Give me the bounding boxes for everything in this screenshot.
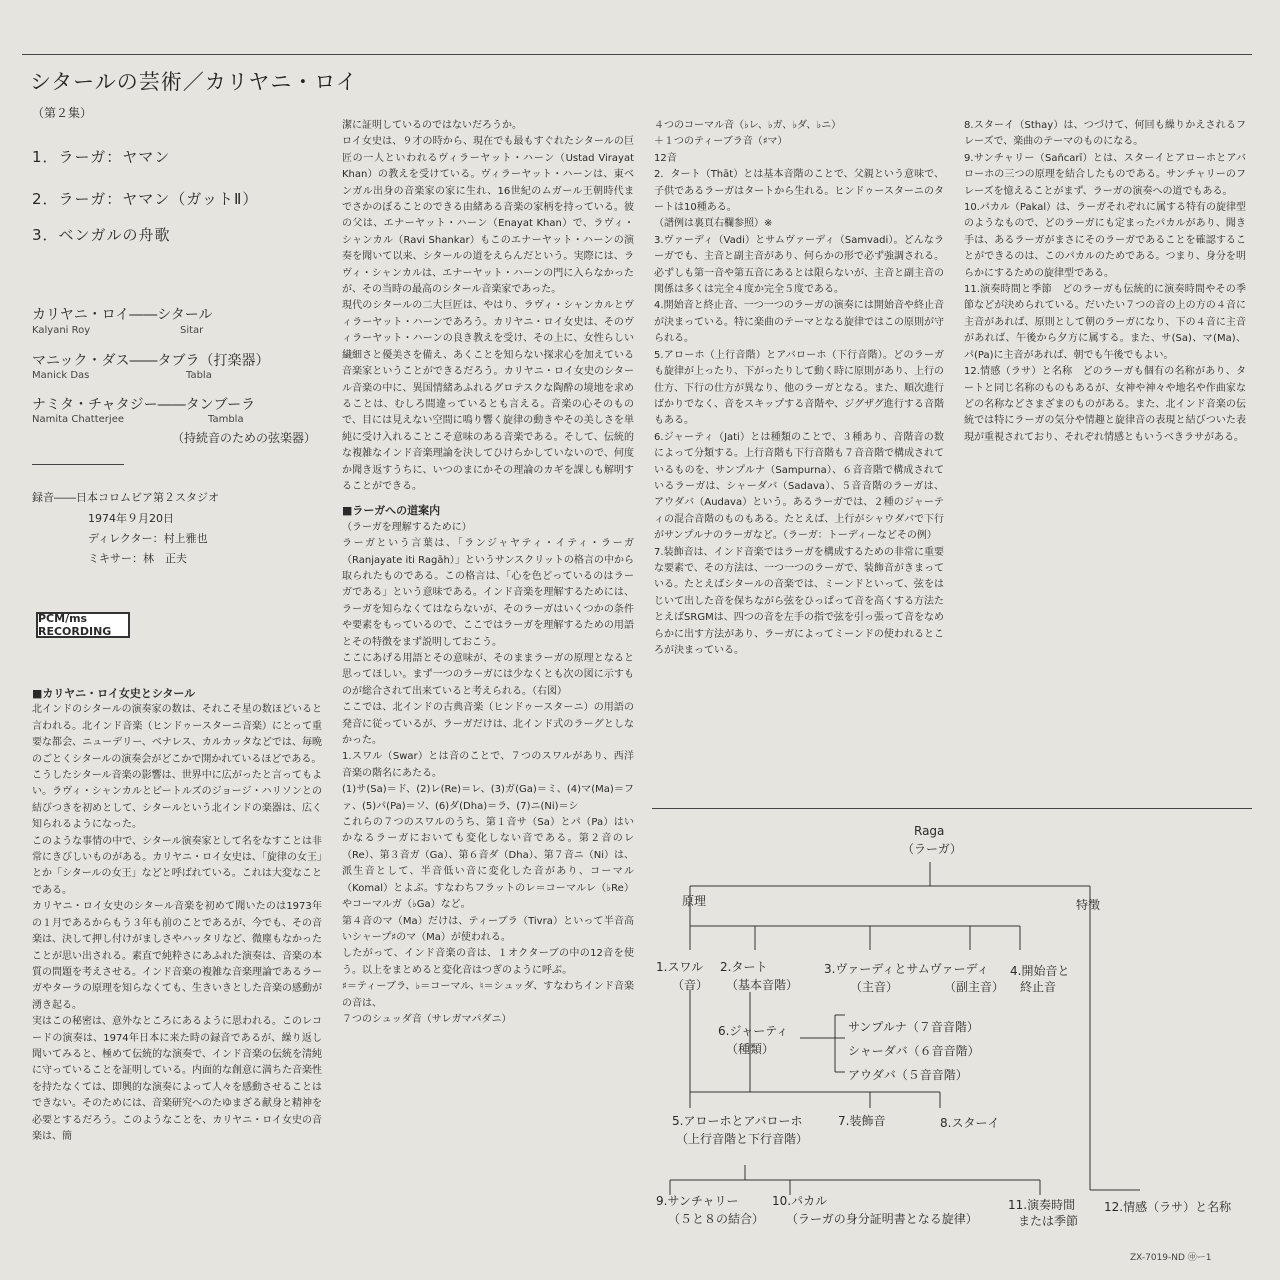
paragraph: 9.サンチャリー（Sañcarī）とは、スターイとアローホとアバローホの三つの原理を結合したものである。サンチャリーのフレーズを憶えることがまず、ラーガの演奏への道でもある。: [964, 152, 1246, 197]
credit-1-jp: カリヤニ・ロイ――シタール: [32, 307, 213, 323]
diagram-jati-3: アウダバ（５音音階）: [848, 1068, 968, 1082]
credit-1-name: Kalyani Roy: [32, 325, 91, 336]
diagram-n2-sub: （基本音階）: [726, 978, 799, 992]
recording-studio: 録音――日本コロムビア第２スタジオ: [32, 491, 219, 504]
paragraph: ラーガという言葉は、「ランジャヤティ・イティ・ラーガ（Ranjayate iti Ragāh）」というサンスクリットの格言の中から取られたものである。この格言は、「心を色どっているのはラーガである」という意味である。インド音楽を理解するためには、ラーガを知らなくてはならないが、そのラーガはいくつかの条件や要素をもっているので、ここではラーガを理解するための用語とその特徴をまず説明しておこう。: [342, 538, 634, 648]
paragraph: 実はこの秘密は、意外なところにあるように思われる。このレコードの演奏は、1974年日本に来た時の録音であるが、繰り返し聞いてみると、極めて伝統的な演奏で、インド音楽の伝統を清純に守っていることを証明している。内面的な創意に満ちた音楽性を持たなくては、即興的な演奏によって人々を感動させることはできない。そのためには、音楽研究へのたゆまざる献身と精神を必要とするだろう。このようなことを、カリヤニ・ロイ女史の音楽は、簡: [32, 1016, 322, 1142]
recording-date: 1974年９月20日: [88, 512, 174, 525]
diagram-n6: 6.ジャーティ: [718, 1024, 789, 1038]
diagram-n10-sub: （ラーガの身分証明書となる旋律）: [786, 1212, 978, 1226]
section-heading: ■カリヤニ・ロイ女史とシタール: [32, 687, 196, 700]
paragraph: ここでは、北インドの古典音楽（ヒンドゥースターニ）の用語の発音に従っているが、ラーガだけは、北インド式のラーグとしなかった。: [342, 702, 634, 747]
credit-2-jp: マニック・ダス――タブラ（打楽器）: [32, 353, 270, 369]
credit-3-name: Namita Chatterjee: [32, 414, 124, 425]
paragraph: 7.装飾音は、インド音楽ではラーガを構成するための非常に重要な要素で、その方法は、一つ一つのラーガで、装飾音がきまっている。たとえばシタールの音楽では、ミーンドといって、弦をはじいて出した音を保ちながら弦をひっぱって音を高くする方法たとえばSRGMは、四つの音を左手の指で弦を引っ張って音をなめらかに出す方法があり、ラーガによってミーンドの使われるところが決まっている。: [654, 546, 944, 656]
diagram-raga-jp: （ラーガ）: [902, 842, 962, 856]
paragraph: ４つのコーマル音（♭レ、♭ガ、♭ダ、♭ニ）: [654, 120, 842, 131]
credit-2-name: Manick Das: [32, 370, 90, 381]
track-1: 1．ラーガ：ヤマン: [32, 148, 171, 166]
paragraph: ロイ女史は、９才の時から、現在でも最もすぐれたシタールの巨匠の一人といわれるヴィラーヤット・ハーン（Ustad Virayat Khan）の教えを受けている。ヴィラーヤット・ハーンは、東ベンガル出身の音楽家の家に生れ、16世紀のムガール王朝時代までさかのぼることのできる由緒ある音楽の家柄を持っている。彼の父は、エナーヤット・ハーン（Enayat Khan）で、ラヴィ・シャンカル（Ravi Shankar）もこのエナーヤット・ハーンの演奏を聞いて以来、シタールの道をえらんだという。実際には、ラヴィ・シャンカルは、エナーヤット・ハーンの門に入らなかったが、その当時の最高のシタール音楽家であった。: [342, 136, 634, 296]
credit-3-jp: ナミタ・チャタジー――タンブーラ: [32, 397, 256, 413]
paragraph: ここにあげる用語とその意味が、そのままラーガの原理となると思ってほしい。まず一つのラーガには少なくとも次の図に示すものが総合されて出来ていると考えられる。（右図）: [342, 653, 634, 697]
diagram-n9-sub: （５と８の結合）: [668, 1212, 765, 1226]
column-1: [32, 686, 322, 1145]
diagram-n8: 8.スターイ: [940, 1116, 1000, 1130]
paragraph: 8.スターイ（Sthay）は、つづけて、何回も繰りかえされるフレーズで、楽曲のテーマのものになる。: [964, 120, 1246, 148]
track-3: 3．ベンガルの舟歌: [32, 226, 171, 244]
diagram-genri: 原理: [682, 894, 707, 908]
diagram-n7: 7.装飾音: [838, 1114, 886, 1128]
paragraph: ＋１つのティーブラ音（♯マ）: [654, 136, 788, 148]
section-subheading: （ラーガを理解するために）: [342, 521, 472, 533]
paragraph: (1)サ(Sa)＝ド、(2)レ(Re)＝レ、(3)ガ(Ga)＝ミ、(4)マ(Ma)＝ファ、(5)パ(Pa)＝ソ、(6)ダ(Dha)＝ラ、(7)ニ(Ni)＝シ: [342, 784, 634, 812]
paragraph: 3.ヴァーディ（Vadi）とサムヴァーディ（Samvadi）。どんなラーガでも、主音と副主音があり、何らかの形で必ず強調される。必ずしも第一音や第五音にあるとは限らないが、主音と副主音の関係は多くは完全４度か完全５度である。: [654, 234, 944, 296]
diagram-n11b: または季節: [1018, 1214, 1079, 1228]
paragraph: したがって、インド音楽の音は、１オクターブの中の12音を使う。以上をまとめると変化音はつぎのように呼ぶ。: [342, 948, 634, 976]
diagram-n3-sub1: （主音）: [850, 980, 899, 994]
diagram-jati-2: シャーダバ（６音音階）: [848, 1044, 980, 1058]
diagram-tokucho: 特徴: [1076, 898, 1101, 912]
paragraph: 潔に証明しているのではないだろうか。: [342, 120, 522, 131]
catalog-number: ZX-7019-ND ㊥ー1: [1130, 1253, 1212, 1263]
paragraph: 1.スワル（Swar）とは音のことで、７つのスワルがあり、西洋音楽の階名にあたる。: [342, 751, 634, 779]
paragraph: 12音: [654, 152, 677, 164]
diagram-n9: 9.サンチャリー: [656, 1194, 739, 1208]
paragraph: 現代のシタールの二大巨匠は、やはり、ラヴィ・シャンカルとヴィラーヤット・ハーンであろう。カリヤニ・ロイ女史は、そのヴィラーヤット・ハーンの良き教えを受け、その上に、女性らしい繊細さと優美さを備え、あくことを知らない探求心を加えている音楽家ということができるだろう。カリヤニ・ロイ女史のシタール音楽の中に、異国情緒あふれるグロテスクな陶酔の境地を求めることは、むしろ間違っているとも言える。音楽の心そのもので、目には見えない空間に鳴り響く旋律の動きやその美しさを単純に受け入れることこそ意味のある音楽である。そして、伝統的な複雑なインド音楽理論を決してひけらかしていないので、何度か聞き返すうちに、いつのまにかその理論のカギを課しも解明することができる。: [342, 300, 634, 492]
column-3: [654, 118, 944, 659]
paragraph: こうしたシタール音楽の影響は、世界中に広がったと言ってもよい。ラヴィ・シャンカルとビートルズのジョージ・ハリソンとの結びつきを初めとして、シタールという北インドの楽器は、広く知られるようになった。: [32, 770, 322, 831]
paragraph: 2．タート（Thāt）とは基本音階のことで、父親という意味で、子供であるラーガはタートから生れる。ヒンドゥースターニのタートは10種ある。: [654, 169, 944, 214]
volume-label: （第２集）: [32, 106, 93, 120]
credit-3-note: （持続音のための弦楽器）: [172, 431, 317, 445]
paragraph: カリヤニ・ロイ女史のシタール音楽を初めて聞いたのは1973年の１月であるからもう３年も前のことであるが、今でも、その音楽は、決して押し付けがましさやハッタリなど、微塵もなかったことが思い出される。素直で純粋さにあふれた演奏は、音楽の本質の問題を考えさせる。インド音楽の複雑な音楽理論であるラーガやターラの原理を知らなくても、生きいきとした音楽の感動が湧き起る。: [32, 901, 322, 1011]
diagram-n6-sub: （種類）: [726, 1042, 775, 1056]
diagram-jati-1: サンプルナ（７音音階）: [848, 1020, 979, 1034]
paragraph: これらの７つのスワルのうち、第１音サ（Sa）とパ（Pa）はいかなるラーガにおいても変化しない音である。第２音のレ（Re）、第３音ガ（Ga）、第６音ダ（Dha）、第７音ニ（Ni）は、派生音として、半音低い音に変化した音があり、コーマル（Komal）とよぶ。すなわちフラットのレ＝コーマルレ（♭Re）やコーマルガ（♭Ga）など。: [342, 817, 634, 911]
credit-3-inst: Tambla: [208, 414, 244, 425]
paragraph: このような事情の中で、シタール演奏家として名をなすことは非常にきびしいものがある。カリヤニ・ロイ女史は、「旋律の女王」とか「シタールの女王」などと呼ばれている。これは大変なことである。: [32, 835, 322, 896]
recording-mixer: ミキサー：林 正夫: [88, 552, 187, 565]
top-rule: [22, 54, 1252, 55]
diagram-n1: 1.スワル: [656, 960, 704, 974]
diagram-n3-sub2: （副主音）: [944, 980, 1005, 994]
credit-1-inst: Sitar: [180, 325, 204, 336]
diagram-n11a: 11.演奏時間: [1008, 1198, 1076, 1212]
diagram-rule: [652, 808, 1252, 809]
paragraph: 10.パカル（Pakal）は、ラーガそれぞれに属する特有の旋律型のようなもので、どのラーガにも定まったパカルがあり、聞き手は、あるラーガがまさにそのラーガであることを確認することができるのは、このパカルのためである。つまり、身分を明らかにするための旋律型である。: [964, 202, 1246, 279]
diagram-n5: 5.アローホとアバローホ: [672, 1114, 803, 1128]
paragraph: 4.開始音と終止音、一つ一つのラーガの演奏には開始音や終止音が決まっている。特に楽曲のテーマとなる旋律ではこの原則が守られる。: [654, 300, 944, 345]
page-title: シタールの芸術／カリヤニ・ロイ: [30, 70, 358, 94]
column-2: [342, 118, 634, 1028]
diagram-n4a: 4.開始音と: [1010, 964, 1070, 978]
section-heading: ■ラーガへの道案内: [342, 504, 441, 518]
paragraph: 12.情感（ラサ）と名称 どのラーガも個有の名称があり、タートと同じ名称のものもあるが、女神や神々や地名や作曲家などの名称などさまざまのものがある。また、北インド音楽の伝統では特にラーガの気分や情趣と旋律音の表現と結びついた表現が重視されており、それぞれ情感ともいうべきラサがある。: [964, 366, 1246, 443]
paragraph: 北インドのシタールの演奏家の数は、それこそ星の数ほどいると言われる。北インド音楽（ヒンドゥースターニ音楽）にとって重要な都会、ニューデリー、ベナレス、カルカッタなどでは、毎晩のごとくシタールの演奏会がどこかで開かれているほどである。: [32, 704, 322, 765]
diagram-n1-sub: （音）: [672, 978, 709, 992]
diagram-n12: 12.情感（ラサ）と名称: [1104, 1200, 1232, 1214]
diagram-n10: 10.パカル: [772, 1194, 828, 1208]
diagram-n5-sub: （上行音階と下行音階）: [676, 1132, 809, 1146]
paragraph: 11.演奏時間と季節 どのラーガも伝統的に演奏時間やその季節などが決められている。だいたい７つの音の上の方の４音に主音があれば、原則として朝のラーガになり、下の４音に主音があれば、午後から夕方に属する。また、サ(Sa)、マ(Ma)、パ(Pa)に主音があれば、朝でも午後でもよい。: [964, 284, 1246, 361]
paragraph: ♯＝ティーブラ、♭＝コーマル、♮＝シュッダ、すなわちインド音楽の音は、: [342, 981, 634, 1009]
diagram-n2: 2.タート: [720, 960, 768, 974]
paragraph: 6.ジャーティ（Jati）とは種類のことで、３種あり、音階音の数によって分類する。上行音階も下行音階も７音音階で構成されているものを、サンプルナ（Sampurna）、６音音階で構成されているラーガは、シャーダバ（Sadava）、５音音階のラーガは、アウダバ（Audava）という。あるラーガでは、２種のジャーティの混合音階のものもある。たとえば、上行がシャウダバで下行がサンプルナのラーガなど。（ラーガ：トーディーなどその例）: [654, 431, 944, 542]
divider: [32, 464, 124, 465]
track-2: 2．ラーガ：ヤマン（ガットⅡ）: [32, 190, 259, 208]
diagram-raga: Raga: [914, 824, 945, 838]
pcm-logo: PCM/ms RECORDING: [36, 612, 130, 638]
paragraph: ７つのシュッダ音（サレガマパダニ）: [342, 1013, 512, 1025]
diagram-n3: 3.ヴァーディとサムヴァーディ: [824, 962, 989, 976]
recording-director: ディレクター：村上雅也: [88, 532, 208, 545]
column-4: [964, 118, 1246, 446]
paragraph: 第４音のマ（Ma）だけは、ティーブラ（Tivra）といって半音高いシャープ♯のマ（Ma）が使われる。: [342, 915, 634, 943]
diagram-n4b: 終止音: [1020, 980, 1057, 994]
paragraph: （譜例は裏頁右欄参照）※: [654, 218, 773, 230]
credit-2-inst: Tabla: [186, 370, 212, 381]
paragraph: 5.アローホ（上行音階）とアバローホ（下行音階）。どのラーガも旋律が上ったり、下がったりして動く時に原則があり、上行の仕方、下行の仕方が異なり、他のラーガとなる。また、順次進行ばかりでなく、音をスキップする音階や、ジグザグ進行する音階もある。: [654, 349, 944, 427]
